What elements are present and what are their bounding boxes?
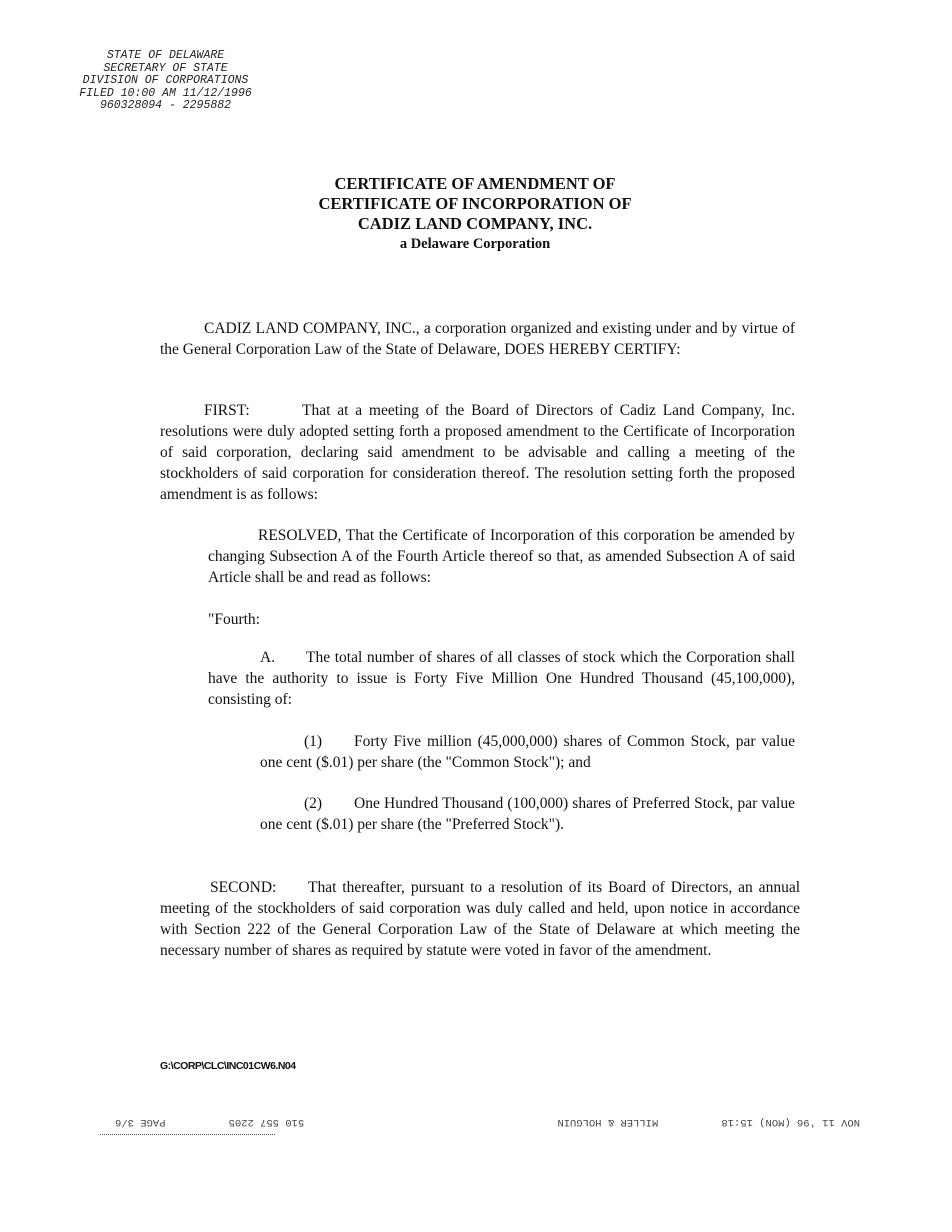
second-text: That thereafter, pursuant to a resolution of its Board of Directors, an annual meeting of the stockholders of said corporation was duly called and held, upon notice in accordance with Section 222 of the General Corporation Law of the State of Delaware at which meeting the necessary number of shares as required by statute were voted in favor of the amendment. (160, 879, 800, 959)
title-subtitle: a Delaware Corporation (399, 236, 551, 252)
stamp-line: STATE OF DELAWARE (106, 49, 225, 62)
fax-date: NOV 11 '96 (MON) 15:18 (721, 1116, 860, 1128)
fax-phone: 510 557 2205 (228, 1116, 305, 1128)
resolved-paragraph: RESOLVED, That the Certificate of Incorporation of this corporation be amended by changing Subsection A of the Fourth Article thereof so that, as amended Subsection A of said Article shall be and read as follows: (208, 527, 795, 586)
file-path: G:\CORP\CLC\INC01CW6.N04 (160, 1060, 296, 1072)
item-1-label: (1) (304, 733, 323, 750)
fax-header-upside-down (115, 1112, 860, 1128)
item-1-text: Forty Five million (45,000,000) shares of Common Stock, par value one cent ($.01) per share (the "Common Stock"); and (260, 733, 795, 771)
fourth-heading: "Fourth: (208, 611, 260, 628)
intro-paragraph: CADIZ LAND COMPANY, INC., a corporation organized and existing under and by virtue of the General Corporation Law of the State of Delaware, DOES HEREBY CERTIFY: (160, 320, 795, 358)
second-label: SECOND: (210, 879, 277, 896)
first-label: FIRST: (204, 402, 250, 419)
second-paragraph (160, 877, 800, 961)
dotted-rule (100, 1134, 275, 1135)
item-2-text: One Hundred Thousand (100,000) shares of Preferred Stock, par value one cent ($.01) per share (the "Preferred Stock"). (260, 795, 795, 833)
fax-sender: MILLER & HOLGUIN (557, 1116, 659, 1128)
filing-stamp (68, 50, 263, 113)
title-line: CERTIFICATE OF INCORPORATION OF (318, 194, 632, 213)
stamp-line: DIVISION OF CORPORATIONS (82, 74, 249, 87)
fax-page: PAGE 3/6 (115, 1116, 166, 1128)
subsection-a-label: A. (260, 649, 276, 666)
stamp-line: FILED 10:00 AM 11/12/1996 (79, 86, 252, 100)
first-text: That at a meeting of the Board of Directors of Cadiz Land Company, Inc. resolutions were duly adopted setting forth a proposed amendment to the Certificate of Incorporation of said corporation, declaring said amendment to be advisable and calling a meeting of the stockholders of said corporation for consideration thereof. The resolution setting forth the proposed amendment is as follows: (160, 402, 795, 503)
item-2 (260, 793, 795, 835)
document-title (240, 174, 710, 254)
stamp-line: SECRETARY OF STATE (103, 61, 228, 75)
first-paragraph (160, 400, 795, 505)
title-line: CERTIFICATE OF AMENDMENT OF (334, 174, 616, 193)
item-1 (260, 731, 795, 773)
item-2-label: (2) (304, 795, 323, 812)
title-line: CADIZ LAND COMPANY, INC. (357, 214, 593, 233)
subsection-a (208, 647, 795, 710)
stamp-line: 960328094 - 2295882 (99, 99, 232, 112)
subsection-a-text: The total number of shares of all classes of stock which the Corporation shall have the authority to issue is Forty Five Million One Hundred Thousand (45,100,000), consisting of: (208, 649, 795, 708)
